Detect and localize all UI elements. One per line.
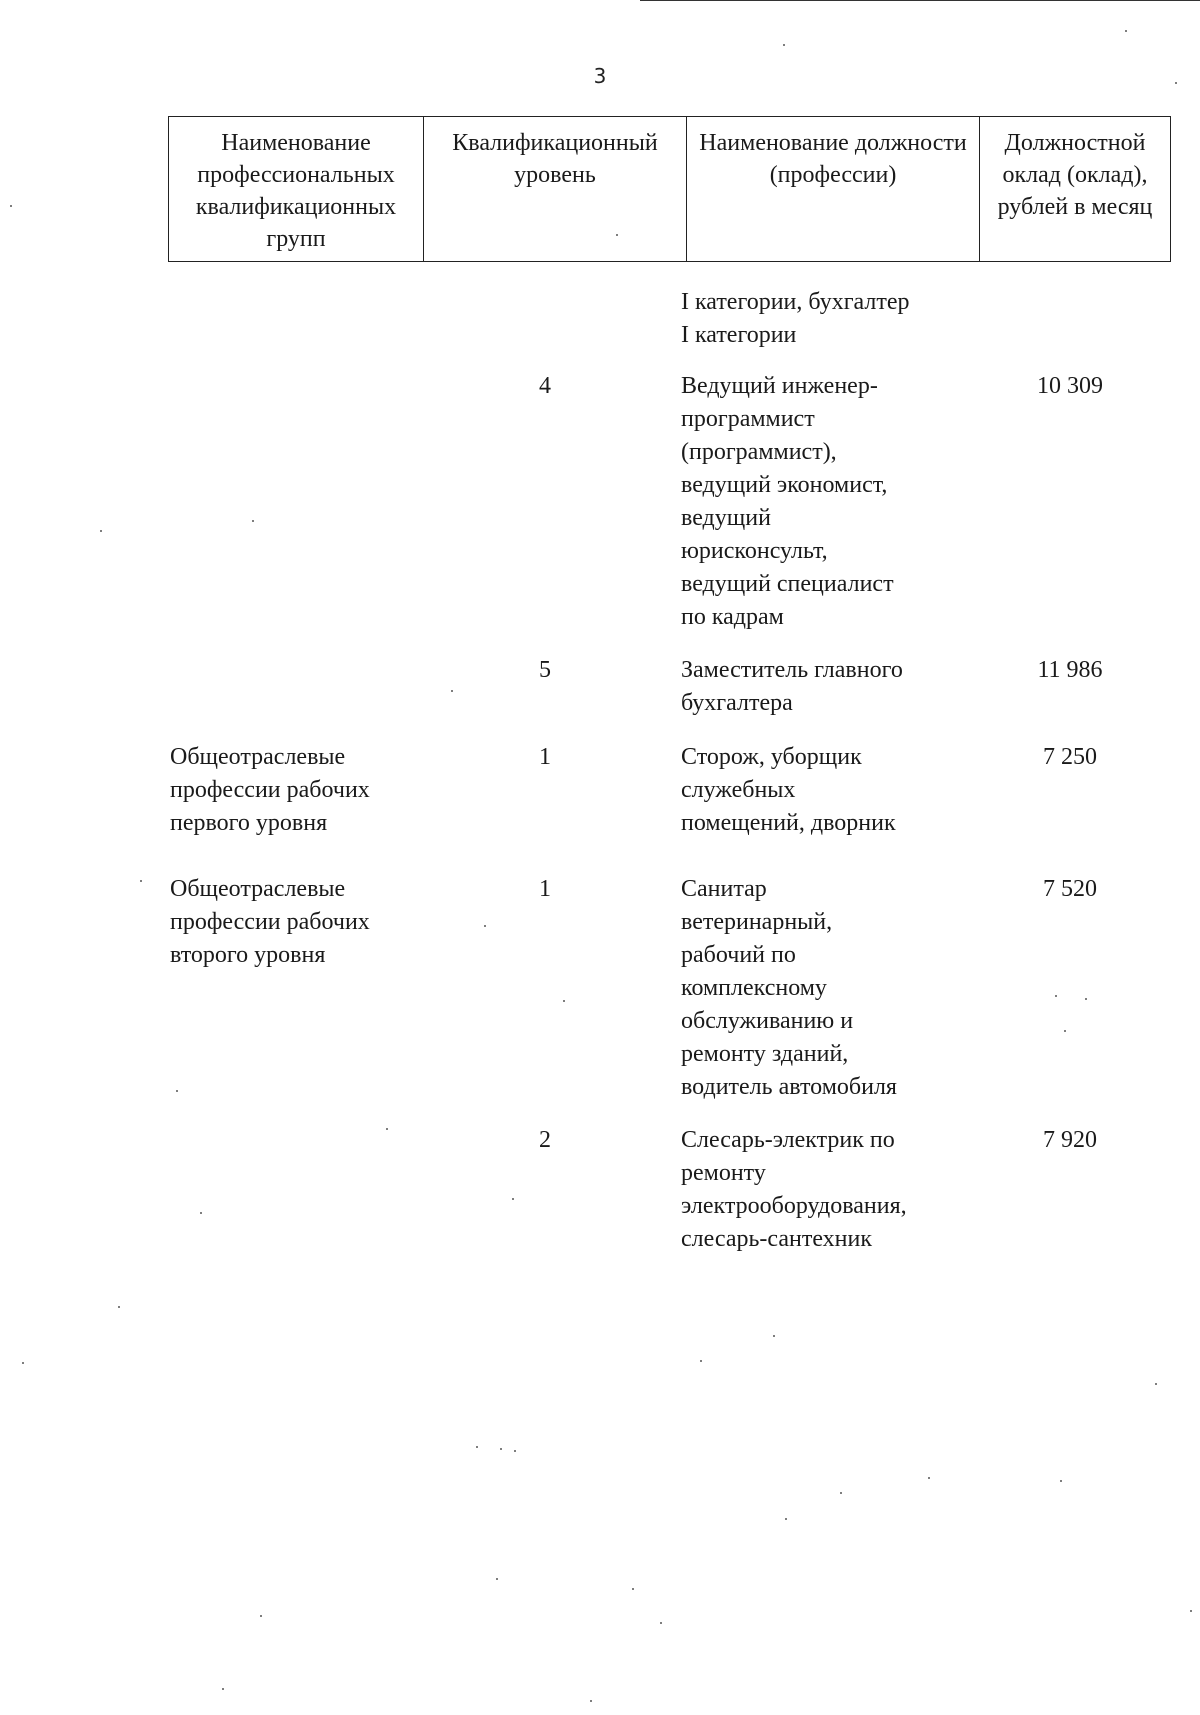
table-header <box>168 116 1171 262</box>
header-salary: Должностной оклад (оклад), рублей в месяц <box>980 117 1171 262</box>
scan-speck <box>1085 998 1087 1000</box>
row-4-group: Общеотраслевые профессии рабочих второго уровня <box>170 876 370 968</box>
row-4-salary: 7 520 <box>1043 876 1097 902</box>
row-3-position: Сторож, уборщик служебных помещений, дворник <box>681 744 896 836</box>
scan-speck <box>22 1362 24 1364</box>
row-1-salary: 10 309 <box>1037 373 1103 399</box>
row-5-level: 2 <box>539 1127 551 1153</box>
header-group-name: Наименование профессиональных квалификационных групп <box>169 117 424 262</box>
scan-speck <box>451 690 453 692</box>
scan-speck <box>616 234 618 236</box>
row-2-level: 5 <box>539 657 551 683</box>
scan-speck <box>840 1492 842 1494</box>
scan-speck <box>773 1335 775 1337</box>
header-position-name: Наименование должности (профессии) <box>687 117 980 262</box>
scan-speck <box>476 1446 478 1448</box>
scan-speck <box>632 1588 634 1590</box>
scan-speck <box>590 1700 592 1702</box>
scan-speck <box>1125 30 1127 32</box>
row-2-position: Заместитель главного бухгалтера <box>681 657 903 716</box>
scan-speck <box>260 1615 262 1617</box>
scan-speck <box>252 520 254 522</box>
scan-speck <box>1055 995 1057 997</box>
scan-speck <box>1175 82 1177 84</box>
scan-speck <box>1060 1480 1062 1482</box>
scan-speck <box>10 205 12 207</box>
row-1-level: 4 <box>539 373 551 399</box>
scan-speck <box>222 1688 224 1690</box>
header-qualification-level: Квалификационный уровень <box>424 117 687 262</box>
row-5-salary: 7 920 <box>1043 1127 1097 1153</box>
row-3-group: Общеотраслевые профессии рабочих первого уровня <box>170 744 370 836</box>
scan-speck <box>140 880 142 882</box>
scan-speck <box>783 44 785 46</box>
scan-speck <box>118 1306 120 1308</box>
header-row <box>169 117 1171 262</box>
scan-speck <box>514 1450 516 1452</box>
scan-speck <box>200 1212 202 1214</box>
row-3-salary: 7 250 <box>1043 744 1097 770</box>
page-number: 3 <box>593 64 607 88</box>
scan-speck <box>660 1622 662 1624</box>
scan-speck <box>496 1578 498 1580</box>
scan-speck <box>500 1448 502 1450</box>
row-4-level: 1 <box>539 876 551 902</box>
scan-speck <box>785 1518 787 1520</box>
scan-speck <box>563 1000 565 1002</box>
row-2-salary: 11 986 <box>1037 657 1103 683</box>
scan-speck <box>512 1198 514 1200</box>
scan-speck <box>100 530 102 532</box>
row-1-position: Ведущий инженер- программист (программист), ведущий экономист, ведущий юрисконсульт, ведущий специалист по кадрам <box>681 373 894 630</box>
row-3-level: 1 <box>539 744 551 770</box>
row-0-position: I категории, бухгалтер I категории <box>681 289 910 348</box>
row-4-position: Санитар ветеринарный, рабочий по комплексному обслуживанию и ремонту зданий, водитель автомобиля <box>681 876 897 1100</box>
scan-speck <box>928 1477 930 1479</box>
scan-speck <box>1190 1610 1192 1612</box>
scan-speck <box>1155 1383 1157 1385</box>
scan-edge-line <box>640 0 1200 1</box>
row-5-position: Слесарь-электрик по ремонту электрооборудования, слесарь-сантехник <box>681 1127 907 1252</box>
scan-speck <box>386 1128 388 1130</box>
scan-speck <box>700 1360 702 1362</box>
scan-speck <box>484 925 486 927</box>
scan-speck <box>176 1090 178 1092</box>
scan-speck <box>1064 1030 1066 1032</box>
